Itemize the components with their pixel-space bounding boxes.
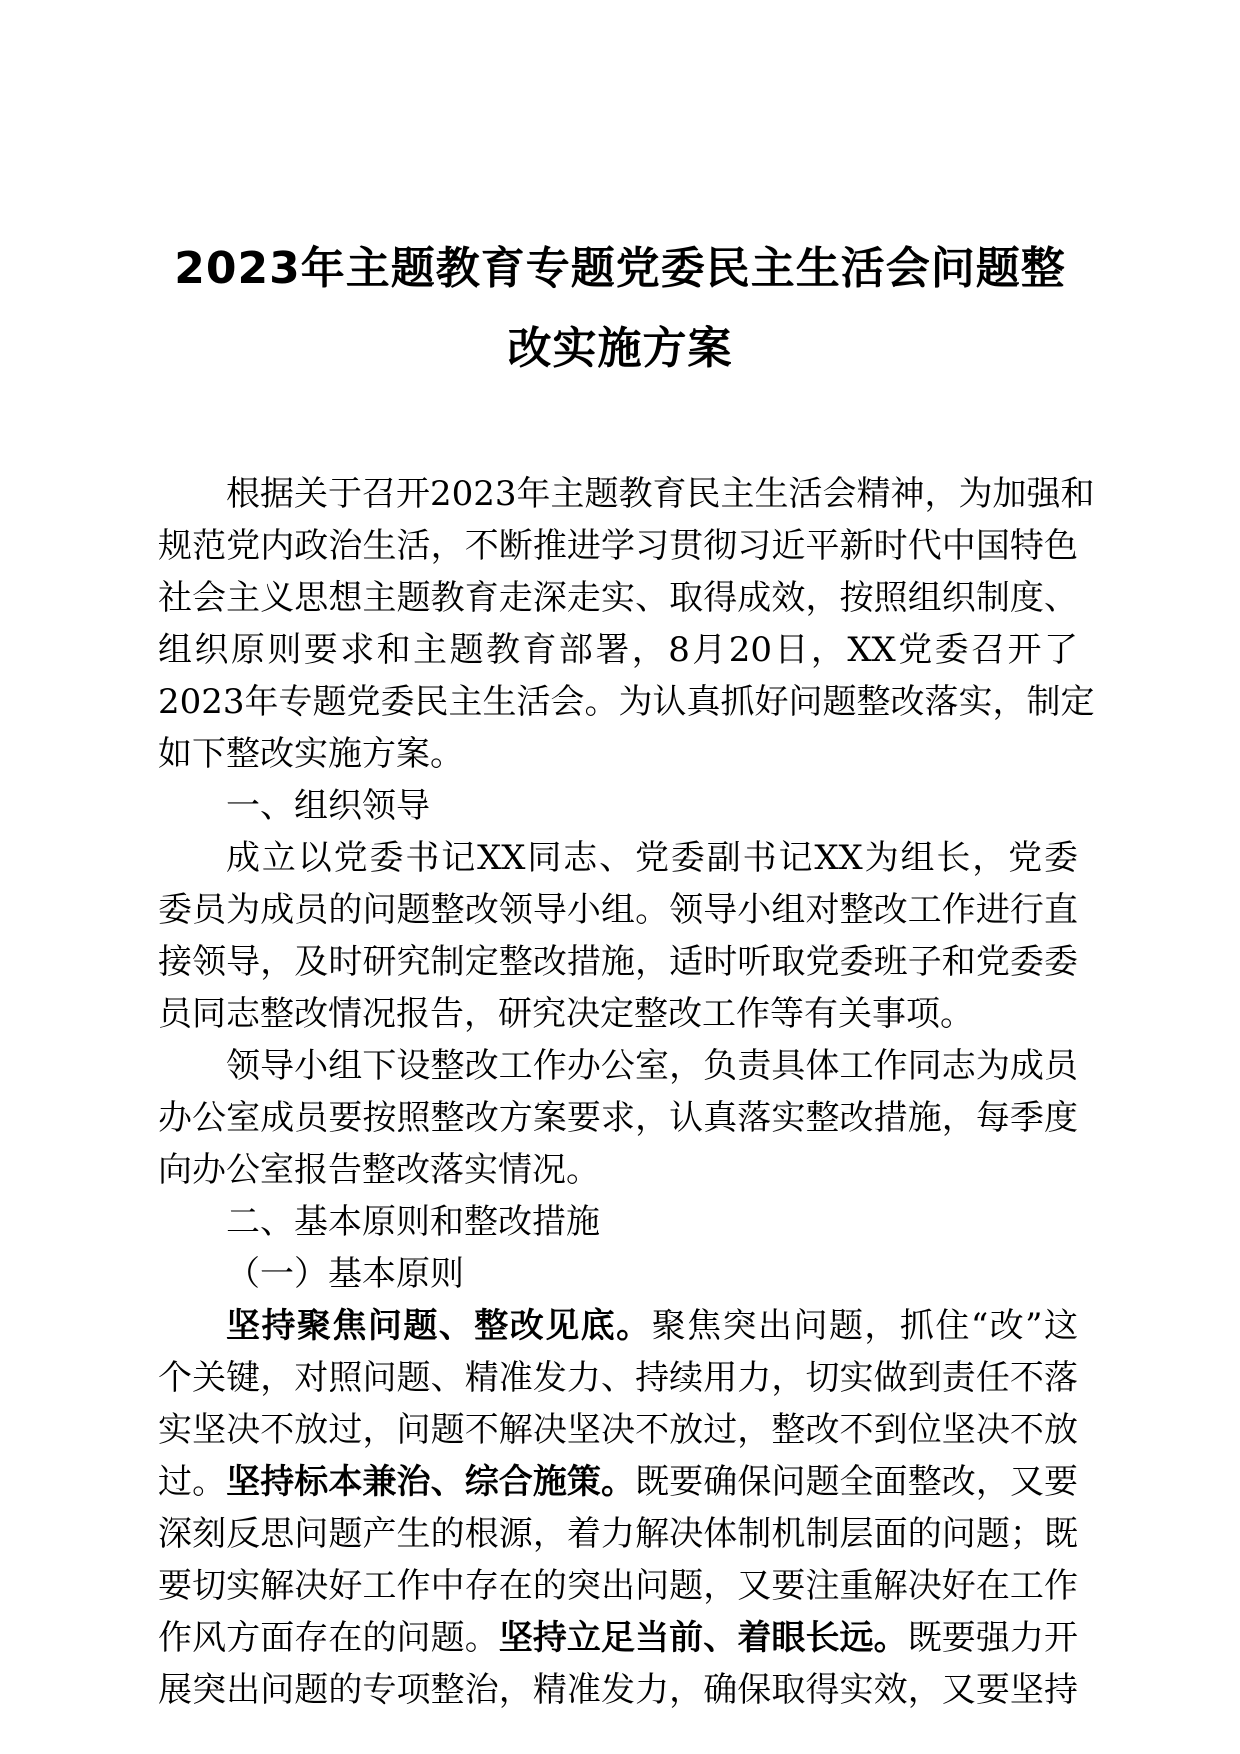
principle-title: 坚持立足当前、着眼长远。 [498,1618,908,1658]
principle-title: 坚持聚焦问题、整改见底。 [226,1306,652,1346]
principle-text: 既要确保问题全面整改，又要 [635,1462,1079,1502]
intro-line: 规范党内政治生活，不断推进学习贯彻习近平新时代中国特色 [158,526,1078,566]
principles-line: 要切实解决好工作中存在的突出问题，又要注重解决好在工作 [158,1566,1078,1606]
principles-line [226,1300,1078,1352]
principles-line: 展突出问题的专项整治，精准发力，确保取得实效，又要坚持 [158,1670,1078,1710]
principle-text: 聚焦突出问题，抓住“改”这 [651,1306,1079,1346]
section1-line: 委员为成员的问题整改领导小组。领导小组对整改工作进行直 [158,890,1078,930]
section1-line: 成立以党委书记XX同志、党委副书记XX为组长，党委 [226,838,1078,878]
principles-line: 个关键，对照问题、精准发力、持续用力，切实做到责任不落 [158,1358,1078,1398]
section1-line: 员同志整改情况报告，研究决定整改工作等有关事项。 [158,994,974,1034]
section1-line: 领导小组下设整改工作办公室，负责具体工作同志为成员 [226,1046,1078,1086]
principles-line [158,1612,1078,1664]
principles-line: 深刻反思问题产生的根源，着力解决体制机制层面的问题；既 [158,1514,1078,1554]
intro-line: 社会主义思想主题教育走深走实、取得成效，按照组织制度、 [158,578,1078,618]
intro-line: 如下整改实施方案。 [158,734,464,774]
intro-line: 根据关于召开2023年主题教育民主生活会精神，为加强和 [226,474,1095,514]
intro-line: 组织原则要求和主题教育部署，8月20日，XX党委召开了 [158,630,1078,670]
section-heading-1: 一、组织领导 [226,786,430,826]
intro-line: 2023年专题党委民主生活会。为认真抓好问题整改落实，制定 [158,682,1095,722]
subheading-basic-principles: （一）基本原则 [226,1254,464,1294]
section1-line: 办公室成员要按照整改方案要求，认真落实整改措施，每季度 [158,1098,1078,1138]
principles-line [158,1456,1078,1508]
principle-text: 作风方面存在的问题。 [158,1618,499,1658]
document-title-line-2: 改实施方案 [507,323,733,374]
principle-text: 既要强力开 [907,1618,1079,1658]
document-title-line-1: 2023年主题教育专题党委民主生活会问题整 [174,243,1066,294]
section1-line: 向办公室报告整改落实情况。 [158,1150,600,1190]
principles-line: 实坚决不放过，问题不解决坚决不放过，整改不到位坚决不放 [158,1410,1078,1450]
section-heading-2: 二、基本原则和整改措施 [226,1202,600,1242]
principle-text: 过。 [158,1462,227,1502]
section1-line: 接领导，及时研究制定整改措施，适时听取党委班子和党委委 [158,942,1078,982]
principle-title: 坚持标本兼治、综合施策。 [226,1462,636,1502]
